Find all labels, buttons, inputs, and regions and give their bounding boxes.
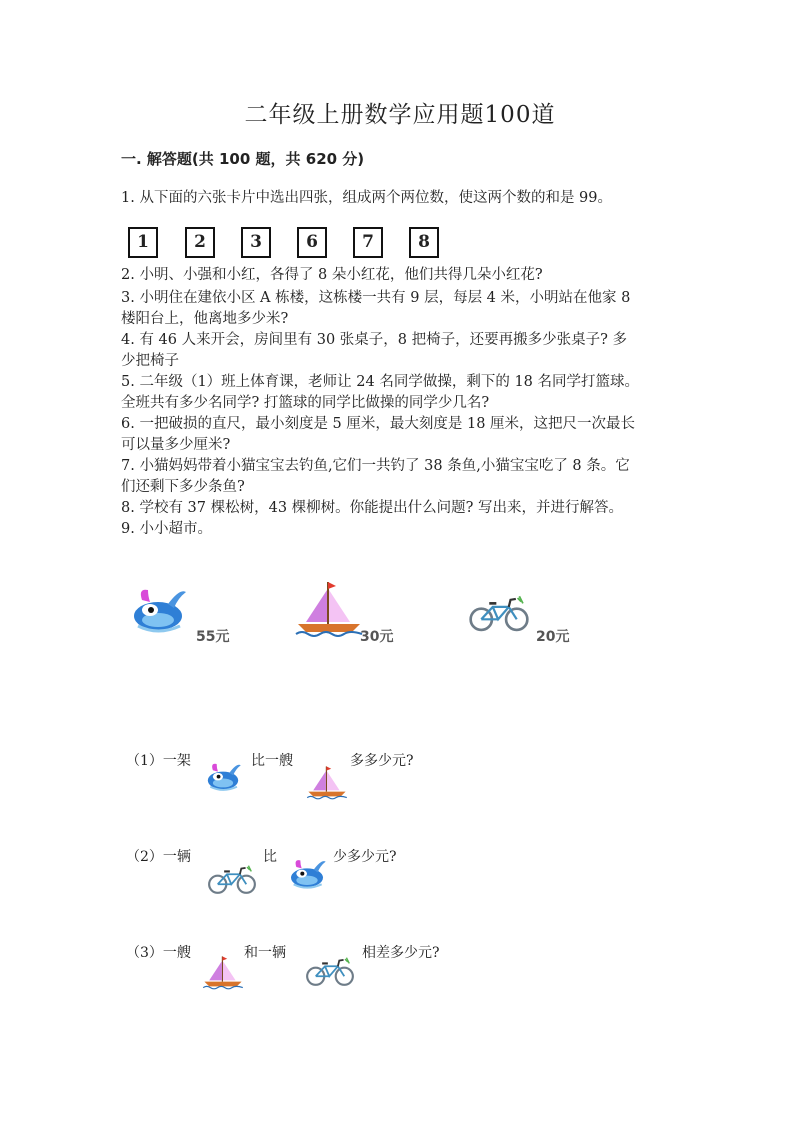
sailboat-icon (305, 764, 349, 800)
sub1-part-b: 比一艘 (251, 753, 293, 769)
sub1-part-a: （1）一架 (126, 753, 191, 769)
sub1-part-c: 多多少元? (350, 753, 414, 769)
sub2-part-c: 少多少元? (333, 849, 397, 865)
number-card-5: 7 (353, 227, 383, 258)
question-1: 1. 从下面的六张卡片中选出四张，组成两个两位数，使这两个数的和是 99。 (121, 190, 613, 206)
question-9: 9. 小小超市。 (121, 521, 212, 537)
question-5-line-2: 全班共有多少名同学? 打篮球的同学比做操的同学少几名? (121, 395, 490, 411)
sailboat-icon (201, 954, 245, 990)
question-6-line-1: 6. 一把破损的直尺，最小刻度是 5 厘米，最大刻度是 18 厘米，这把尺一次最长 (121, 416, 636, 432)
bicycle-icon (207, 864, 257, 896)
sailboat-icon (294, 578, 364, 638)
sub3-part-c: 相差多少元? (362, 945, 440, 961)
bicycle-icon (305, 956, 355, 988)
number-card-1: 1 (128, 227, 158, 258)
question-7-line-1: 7. 小猫妈妈带着小猫宝宝去钓鱼,它们一共钓了 38 条鱼,小猫宝宝吃了 8 条。它 (121, 458, 630, 474)
number-card-4: 6 (297, 227, 327, 258)
question-8: 8. 学校有 37 棵松树，43 棵柳树。你能提出什么问题? 写出来，并进行解答。 (121, 500, 624, 516)
bicycle-icon (468, 594, 530, 634)
section-heading: 一. 解答题(共 100 题，共 620 分) (121, 150, 365, 168)
sub3-part-b: 和一辆 (244, 945, 286, 961)
toy-plane-icon (287, 856, 327, 890)
number-card-2: 2 (185, 227, 215, 258)
question-6-line-2: 可以量多少厘米? (121, 437, 231, 453)
plane-price: 55元 (196, 629, 230, 645)
boat-price: 30元 (360, 629, 394, 645)
number-card-6: 8 (409, 227, 439, 258)
bike-price: 20元 (536, 629, 570, 645)
sub2-part-a: （2）一辆 (126, 849, 191, 865)
question-3-line-1: 3. 小明住在建依小区 A 栋楼，这栋楼一共有 9 层，每层 4 米，小明站在他家 8 (121, 290, 631, 306)
sub2-part-b: 比 (263, 849, 277, 865)
question-4-line-2: 少把椅子 (121, 353, 179, 369)
toy-plane-icon (204, 760, 242, 792)
question-2: 2. 小明、小强和小红，各得了 8 朵小红花，他们共得几朵小红花? (121, 267, 543, 283)
sub3-part-a: （3）一艘 (126, 945, 191, 961)
toy-plane-icon (128, 584, 188, 634)
question-5-line-1: 5. 二年级（1）班上体育课，老师让 24 名同学做操，剩下的 18 名同学打篮球。 (121, 374, 640, 390)
question-3-line-2: 楼阳台上，他离地多少米? (121, 311, 289, 327)
question-7-line-2: 们还剩下多少条鱼? (121, 479, 245, 495)
question-4-line-1: 4. 有 46 人来开会，房间里有 30 张桌子，8 把椅子，还要再搬多少张桌子? 多 (121, 332, 627, 348)
page-title: 二年级上册数学应用题100道 (244, 102, 556, 128)
number-card-3: 3 (241, 227, 271, 258)
